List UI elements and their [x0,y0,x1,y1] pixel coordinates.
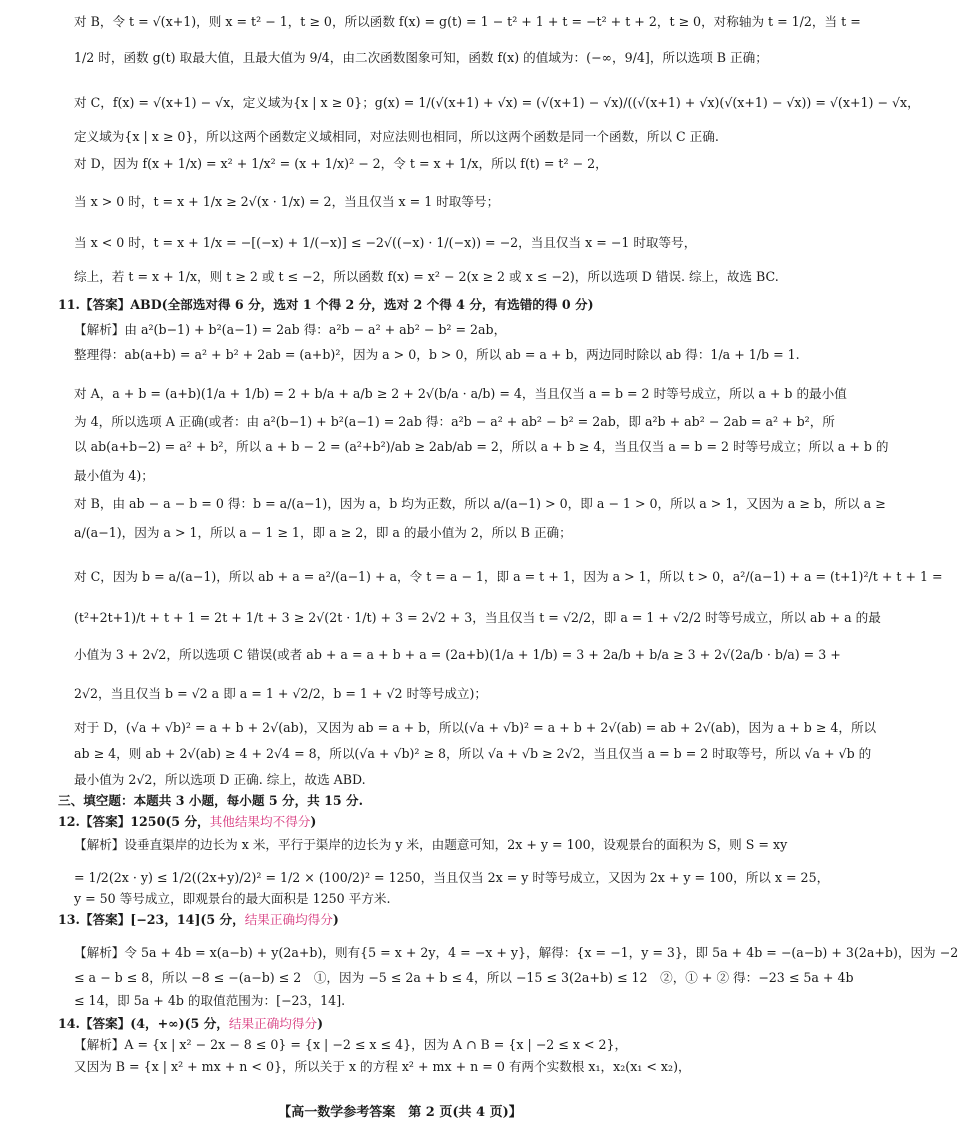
line-text: 小值为 3 + 2√2，所以选项 C 错误(或者 ab + a = a + b + a = (2a+b)(1/a + 1/b) = 3 + 2a/b + b/a ≥ 3 + 2√(2a/b · b/a) = 3 + [74,647,841,662]
text-line [74,995,776,1008]
text-line [74,688,776,701]
line-text: 当 x < 0 时，t = x + 1/x = −[(−x) + 1/(−x)] ≤ −2√((−x) · 1/(−x)) = −2，当且仅当 x = −1 时取等号， [74,235,697,250]
line-text: 三、填空题：本题共 3 小题，每小题 5 分，共 15 分. [58,793,364,808]
line-text: 对 D，因为 f(x + 1/x) = x² + 1/x² = (x + 1/x)² − 2，令 t = x + 1/x，所以 f(t) = t² − 2， [74,156,608,171]
text-line [74,1061,776,1074]
text-line [74,527,776,540]
text-line [74,196,776,209]
line-tail: ) [310,814,317,829]
line-text: 1/2 时，函数 g(t) 取最大值，且最大值为 9/4，由二次函数图象可知，函数 f(x) 的值域为：(−∞，9/4]，所以选项 B 正确； [74,50,768,65]
scoring-note: 其他结果均不得分 [209,814,311,829]
text-line [74,774,776,787]
line-tail: ) [317,1016,324,1031]
line-text: 13.【答案】[−23，14](5 分， [58,912,245,927]
text-line [74,386,847,401]
text-line [74,496,886,511]
text-line [74,269,779,284]
line-text: 【解析】A = {x | x² − 2x − 8 ≤ 0} = {x | −2 ≤ x ≤ 4}，因为 A ∩ B = {x | −2 ≤ x < 2}， [74,1037,628,1052]
text-line [74,131,776,144]
text-line [74,347,800,362]
text-line [74,158,776,171]
text-line [74,970,854,985]
text-line [74,414,835,429]
line-text: 以 ab(a+b−2) = a² + b²，所以 a + b − 2 = (a²+b²)/ab ≥ 2ab/ab = 2，所以 a + b ≥ 4，当且仅当 a = b = 2 时等号成立；所以 a + b 的 [74,439,889,454]
line-text: 【解析】由 a²(b−1) + b²(a−1) = 2ab 得：a²b − a² + ab² − b² = 2ab， [74,322,507,337]
text-line [74,237,776,250]
line-text: 最小值为 2√2，所以选项 D 正确. 综上，故选 ABD. [74,772,366,787]
line-tail: ) [332,912,339,927]
line-text: 12.【答案】1250(5 分， [58,814,210,829]
text-line [74,647,841,662]
line-text: 又因为 B = {x | x² + mx + n < 0}，所以关于 x 的方程 x² + mx + n = 0 有两个实数根 x₁，x₂(x₁ < x₂)， [74,1059,691,1074]
line-text: (t²+2t+1)/t + t + 1 = 2t + 1/t + 3 ≥ 2√(2t · 1/t) + 3 = 2√2 + 3，当且仅当 t = √2/2，即 a = 1 + √2/2 时等号成立，所以 ab + a 的最 [74,610,881,625]
line-text: 对 C，因为 b = a/(a−1)，所以 ab + a = a²/(a−1) + a，令 t = a − 1，即 a = t + 1，因为 a > 1，所以 t > 0，a²/(a−1) + a = (t+1)²/t + t + 1 = [74,569,943,584]
line-text: 对 B，由 ab − a − b = 0 得：b = a/(a−1)，因为 a，b 均为正数，所以 a/(a−1) > 0，即 a − 1 > 0，所以 a > 1，又因为 a ≥ b，所以 a ≥ [74,496,886,511]
line-text: a/(a−1)，因为 a > 1，所以 a − 1 ≥ 1，即 a ≥ 2，即 a 的最小值为 2，所以 B 正确； [74,525,572,540]
line-text: 11.【答案】ABD(全部选对得 6 分，选对 1 个得 2 分，选对 2 个得 4 分，有选错的得 0 分) [58,297,594,312]
line-text: 2√2，当且仅当 b = √2 a 即 a = 1 + √2/2，b = 1 + √2 时等号成立)； [74,686,488,701]
line-text: 对于 D，(√a + √b)² = a + b + 2√(ab)，又因为 ab = a + b，所以(√a + √b)² = a + b + 2√(ab) = ab + 2√(ab)，因为 a + b ≥ 4，所以 [74,720,877,735]
answer-heading-line [58,1018,776,1031]
text-line [74,52,776,65]
line-text: = 1/2(2x · y) ≤ 1/2((2x+y)/2)² = 1/2 × (100/2)² = 1250，当且仅当 2x = y 时等号成立，又因为 2x + y = 100，所以 x = 25， [74,870,830,885]
text-line [74,720,877,735]
text-line [74,610,881,625]
text-line [74,1039,776,1052]
text-line [74,470,776,483]
line-text: ≤ a − b ≤ 8，所以 −8 ≤ −(a−b) ≤ 2 ①，因为 −5 ≤ 2a + b ≤ 4，所以 −15 ≤ 3(2a+b) ≤ 12 ②，① + ② 得：−23 ≤ 5a + 4b [74,970,854,985]
text-line [74,569,943,584]
line-text: 对 C，f(x) = √(x+1) − √x，定义域为{x | x ≥ 0}；g(x) = 1/(√(x+1) + √x) = (√(x+1) − √x)/((√(x+1) + √x)(√(x+1) − √x)) = √(x+1) − √x， [74,95,920,110]
answer-heading-line [58,914,776,927]
section-heading [58,795,776,808]
line-text: 最小值为 4)； [74,468,154,483]
line-text: 【解析】令 5a + 4b = x(a−b) + y(2a+b)，则有{5 = x + 2y，4 = −x + y}，解得：{x = −1，y = 3}，即 5a + 4b = −(a−b) + 3(2a+b)，因为 −2 [74,945,958,960]
scoring-note: 结果正确均得分 [228,1016,318,1031]
line-text: 对 A，a + b = (a+b)(1/a + 1/b) = 2 + b/a + a/b ≥ 2 + 2√(b/a · a/b) = 4，当且仅当 a = b = 2 时等号成立，所以 a + b 的最小值 [74,386,847,401]
line-text: 14.【答案】(4，+∞)(5 分， [58,1016,229,1031]
text-line [74,14,861,29]
text-line [74,870,830,885]
text-line [74,324,776,337]
line-text: 整理得：ab(a+b) = a² + b² + 2ab = (a+b)²，因为 a > 0，b > 0，所以 ab = a + b，两边同时除以 ab 得：1/a + 1/b = 1. [74,347,800,362]
line-text: ≤ 14，即 5a + 4b 的取值范围为：[−23，14]. [74,993,346,1008]
answer-heading-line [58,816,776,829]
line-text: 【解析】设垂直渠岸的边长为 x 米，平行于渠岸的边长为 y 米，由题意可知，2x + y = 100，设观景台的面积为 S，则 S = xy [74,837,788,852]
text-line [74,746,872,761]
scoring-note: 结果正确均得分 [244,912,333,927]
line-text: ab ≥ 4，则 ab + 2√(ab) ≥ 4 + 2√4 = 8，所以(√a + √b)² ≥ 8，所以 √a + √b ≥ 2√2，当且仅当 a = b = 2 时取等号，所以 √a + √b 的 [74,746,872,761]
line-text: 综上，若 t = x + 1/x，则 t ≥ 2 或 t ≤ −2，所以函数 f(x) = x² − 2(x ≥ 2 或 x ≤ −2)，所以选项 D 错误. 综上，故选 BC. [74,269,779,284]
line-text: 为 4，所以选项 A 正确(或者：由 a²(b−1) + b²(a−1) = 2ab 得：a²b − a² + ab² − b² = 2ab，即 a²b + ab² − 2ab = a² + b²，所 [74,414,835,429]
line-text: 定义域为{x | x ≥ 0}，所以这两个函数定义域相同，对应法则也相同，所以这两个函数是同一个函数，所以 C 正确. [74,129,719,144]
text-line [74,837,788,852]
line-text: y = 50 等号成立，即观景台的最大面积是 1250 平方米. [74,891,391,906]
line-text: 对 B，令 t = √(x+1)，则 x = t² − 1，t ≥ 0，所以函数 f(x) = g(t) = 1 − t² + 1 + t = −t² + t + 2，t ≥ 0，对称轴为 t = 1/2，当 t = [74,14,861,29]
text-line [74,945,958,960]
text-line [74,893,776,906]
page-footer: 【高一数学参考答案 第 2 页(共 4 页)】 [278,1105,522,1120]
text-line [74,95,920,110]
text-line [74,439,889,454]
answer-heading-line [58,299,776,312]
line-text: 当 x > 0 时，t = x + 1/x ≥ 2√(x · 1/x) = 2，当且仅当 x = 1 时取等号； [74,194,500,209]
